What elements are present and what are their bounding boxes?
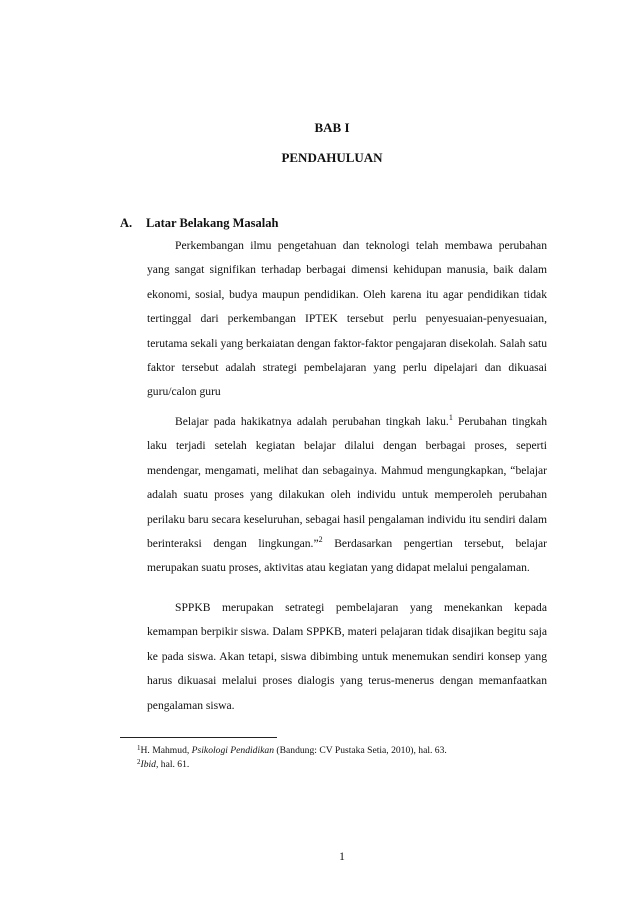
footnote-1-pre: H. Mahmud, <box>140 745 192 756</box>
chapter-title: PENDAHULUAN <box>281 150 383 165</box>
footnote-1-number: 1 <box>137 744 141 752</box>
footnote-ref-1: 1 <box>448 413 453 422</box>
footnote-2-number: 2 <box>137 758 141 766</box>
paragraph-2-part-b: Perubahan tingkah laku terjadi setelah kegiatan belajar dilalui dengan berbagai proses, seperti mendengar, mengamati, melihat dan sebagainya. Mahmud mengungkapkan, “belajar adalah suatu proses yang dilakukan oleh individu untuk memperoleh perubahan perilaku baru secara keseluruhan, sebagai hasil pengalaman individu itu sendiri dalam berinteraksi dengan lingkungan.” <box>147 415 547 551</box>
footnote-1-title: Psikologi Pendidikan <box>191 745 275 756</box>
paragraph-2-part-a: Belajar pada hakikatnya adalah perubahan tingkah laku. <box>175 415 449 428</box>
footnote-2-title: Ibid <box>140 759 156 770</box>
footnote-2-post: , hal. 61. <box>155 759 190 770</box>
footnote-1-post: (Bandung: CV Pustaka Setia, 2010), hal. 63. <box>274 745 447 756</box>
footnotes <box>137 744 447 772</box>
paragraph-1-text: Perkembangan ilmu pengetahuan dan teknologi telah membawa perubahan yang sangat signifikan terhadap berbagai dimensi kehidupan manusia, baik dalam ekonomi, sosial, budya maupun pendidikan. Oleh karena itu agar pendidikan tidak tertinggal dari perkembangan IPTEK tersebut perlu penyesuaian-penyesuaian, terutama sekali yang berkaiatan dengan faktor-faktor pengajaran disekolah. Salah satu faktor tersebut adalah strategi pembelajaran yang perlu dipelajari dan dikuasai guru/calon guru <box>147 239 547 399</box>
paragraph-1 <box>147 234 547 405</box>
chapter-number: BAB I <box>314 120 350 135</box>
section-heading <box>120 216 278 231</box>
section-title: Latar Belakang Masalah <box>146 216 279 230</box>
section-letter: A. <box>120 216 133 230</box>
paragraph-3 <box>147 596 547 718</box>
footnote-2 <box>137 758 447 772</box>
footnote-1 <box>137 744 447 758</box>
footnote-divider <box>120 737 277 738</box>
paragraph-3-text: SPPKB merupakan setrategi pembelajaran yang menekankan kepada kemampan berpikir siswa. Dalam SPPKB, materi pelajaran tidak disajikan begitu saja ke pada siswa. Akan tetapi, siswa dibimbing untuk menemukan sendiri konsep yang harus dikuasai melalui proses dialogis yang terus-menerus dengan memanfaatkan pengalaman siswa. <box>147 601 547 712</box>
paragraph-2 <box>147 410 547 581</box>
footnote-ref-2: 2 <box>318 535 323 545</box>
page-number: 1 <box>339 851 345 863</box>
paragraph-2-text <box>147 410 547 581</box>
paragraph-2-part-c: Berdasarkan pengertian tersebut, belajar merupakan suatu proses, aktivitas atau kegiatan yang didapat melalui pengalaman. <box>147 537 547 575</box>
